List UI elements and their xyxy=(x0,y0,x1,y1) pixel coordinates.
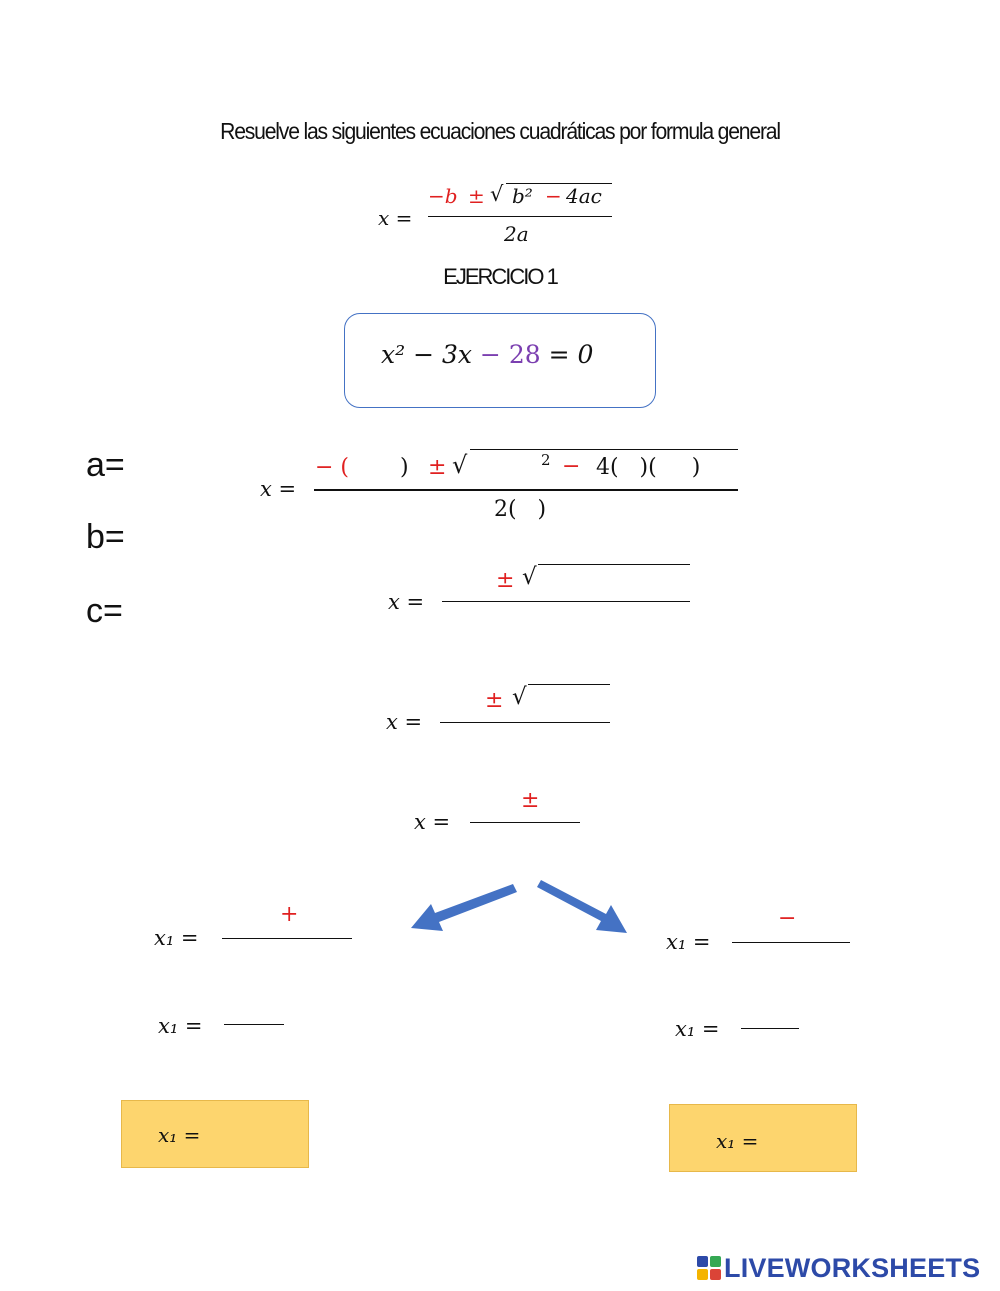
left-answer-label: x₁ = xyxy=(158,1123,201,1147)
left-branch-simplified xyxy=(158,1010,298,1050)
step3-formula xyxy=(386,680,626,750)
page-title: Resuelve las siguientes ecuaciones cuadráticas por formula general xyxy=(220,118,780,144)
left-branch-label: x₁ = xyxy=(154,926,199,950)
step4-formula xyxy=(414,786,594,846)
liveworksheets-logo-icon xyxy=(697,1256,721,1280)
coef-c-label: c= xyxy=(86,592,123,630)
step3-fraction-bar xyxy=(440,722,610,723)
step1-close-paren: ) xyxy=(400,455,409,480)
coef-b-label: b= xyxy=(86,518,125,556)
right-branch-simplified xyxy=(675,1013,815,1053)
right-answer-label: x₁ = xyxy=(716,1129,759,1153)
formula-b2: b² xyxy=(512,184,533,208)
equation-minus: − xyxy=(479,340,501,369)
equation-constant: 28 xyxy=(508,340,541,369)
formula-minus-b: −b xyxy=(428,184,458,208)
step1-minus: − xyxy=(562,454,581,479)
arrow-right-icon xyxy=(537,880,627,933)
step2-sqrt-icon: √ xyxy=(522,564,537,590)
equation xyxy=(381,340,593,369)
step1-formula xyxy=(260,445,740,535)
step3-sqrt-bar xyxy=(528,684,610,685)
right-branch-fraction-bar xyxy=(732,942,850,943)
step3-lhs: x = xyxy=(386,710,423,734)
general-formula xyxy=(378,178,618,250)
liveworksheets-logo xyxy=(697,1252,980,1284)
formula-pm: ± xyxy=(468,184,485,208)
formula-minus: − xyxy=(545,184,562,208)
formula-fraction-bar xyxy=(428,216,612,217)
branch-arrows xyxy=(405,876,645,946)
step3-sqrt-icon: √ xyxy=(512,684,527,710)
left-branch-sign: + xyxy=(280,902,299,927)
liveworksheets-logo-text: LIVEWORKSHEETS xyxy=(724,1252,981,1283)
step4-pm: ± xyxy=(521,788,540,813)
left-branch-fraction-bar xyxy=(222,938,352,939)
right-branch-label: x₁ = xyxy=(666,930,711,954)
right-branch-simplified-label: x₁ = xyxy=(675,1017,720,1041)
step2-sqrt-bar xyxy=(538,564,690,565)
formula-denominator: 2a xyxy=(504,222,529,246)
exercise-label: EJERCICIO 1 xyxy=(443,264,557,289)
formula-lhs: x = xyxy=(378,206,413,230)
step2-formula xyxy=(388,560,698,630)
step4-fraction-bar xyxy=(470,822,580,823)
formula-sqrt-icon: √ xyxy=(490,182,504,206)
left-branch-simplified-bar xyxy=(224,1024,284,1025)
step4-lhs: x = xyxy=(414,810,451,834)
step2-lhs: x = xyxy=(388,590,425,614)
step1-lhs: x = xyxy=(260,477,297,501)
equation-part1: x² − 3x xyxy=(381,340,472,369)
step2-fraction-bar xyxy=(442,601,690,602)
equation-part2: = 0 xyxy=(548,340,594,369)
step1-denominator: 2( ) xyxy=(494,497,547,522)
step1-superscript: 2 xyxy=(541,451,551,469)
left-branch-simplified-label: x₁ = xyxy=(158,1014,203,1038)
step1-minus-paren: − ( xyxy=(315,455,350,480)
equation-box xyxy=(344,313,656,408)
coef-a-label: a= xyxy=(86,446,125,484)
left-answer-box[interactable] xyxy=(121,1100,309,1168)
step1-pm: ± xyxy=(428,455,447,480)
step3-pm: ± xyxy=(485,688,504,713)
step1-sqrt-icon: √ xyxy=(452,451,468,479)
step1-fraction-bar xyxy=(314,489,738,491)
step1-four-parens: 4( )( ) xyxy=(596,455,701,480)
step1-sqrt-bar xyxy=(470,449,738,450)
step2-pm: ± xyxy=(496,568,515,593)
right-branch-fraction xyxy=(666,906,866,966)
arrow-left-icon xyxy=(411,884,517,931)
right-branch-simplified-bar xyxy=(741,1028,799,1029)
right-branch-sign: − xyxy=(778,906,797,931)
right-answer-box[interactable] xyxy=(669,1104,857,1172)
formula-4ac: 4ac xyxy=(566,184,602,208)
left-branch-fraction xyxy=(154,902,364,962)
